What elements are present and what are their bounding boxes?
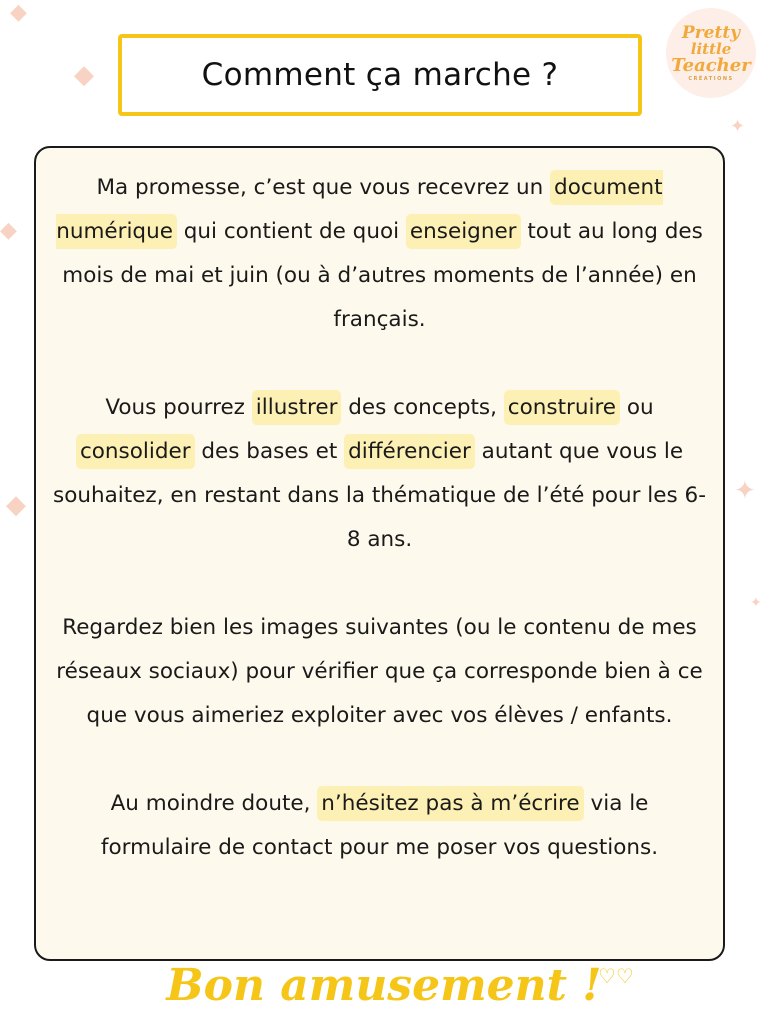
sparkle-icon: ◆ bbox=[10, 0, 27, 25]
sparkle-icon: ◆ bbox=[74, 60, 94, 90]
text-span: Ma promesse, c’est que vous recevrez un bbox=[96, 175, 551, 200]
text-span: des bases et bbox=[194, 439, 345, 464]
text-span: Au moindre doute, bbox=[110, 791, 318, 816]
highlight: différencier bbox=[344, 434, 475, 469]
paragraph-check bbox=[52, 606, 707, 738]
title-box bbox=[118, 34, 642, 116]
text-span: des concepts, bbox=[341, 395, 504, 420]
text-span: autant que vous le souhaitez, en restant dans la thématique de l’été pour les 6-8 ans. bbox=[53, 439, 706, 552]
text-span: qui contient de quoi bbox=[176, 219, 406, 244]
highlight: illustrer bbox=[252, 390, 342, 425]
text-span: via le formulaire de contact pour me poser vos questions. bbox=[100, 791, 659, 860]
highlight: document numérique bbox=[56, 170, 662, 249]
text-span: Vous pourrez bbox=[105, 395, 252, 420]
logo-line: Teacher bbox=[671, 54, 751, 76]
sparkle-icon: ✦ bbox=[750, 595, 762, 611]
footer-signoff: Bon amusement ! bbox=[166, 960, 602, 1011]
text-span: Regardez bien les images suivantes (ou le contenu de mes réseaux sociaux) pour vérifier que ça corresponde bien à ce que vous aimeriez exploiter avec vos élèves / enfants. bbox=[56, 615, 703, 728]
content-card bbox=[34, 146, 725, 961]
sparkle-icon: ◆ bbox=[0, 218, 17, 243]
text-span: ou bbox=[620, 395, 654, 420]
sparkle-icon: ✦ bbox=[734, 476, 756, 506]
text-span: tout au long des mois de mai et juin (ou à d’autres moments de l’année) en français. bbox=[62, 219, 703, 332]
highlight: n’hésitez pas à m’écrire bbox=[317, 786, 583, 821]
sparkle-icon: ◆ bbox=[6, 490, 26, 520]
highlight: construire bbox=[504, 390, 620, 425]
logo-line: Pretty bbox=[681, 22, 741, 43]
highlight: enseigner bbox=[406, 214, 521, 249]
logo-line: CRÉATIONS bbox=[688, 75, 734, 82]
highlight: consolider bbox=[76, 434, 195, 469]
page-title: Comment ça marche ? bbox=[201, 57, 559, 93]
sparkle-icon: ✦ bbox=[730, 116, 746, 137]
brand-logo bbox=[666, 8, 756, 98]
logo-line: little bbox=[690, 39, 732, 58]
paragraph-usage bbox=[52, 386, 707, 562]
paragraph-promise bbox=[52, 166, 707, 342]
paragraph-contact bbox=[52, 782, 707, 870]
hearts-icon: ♡♡ bbox=[598, 964, 634, 988]
